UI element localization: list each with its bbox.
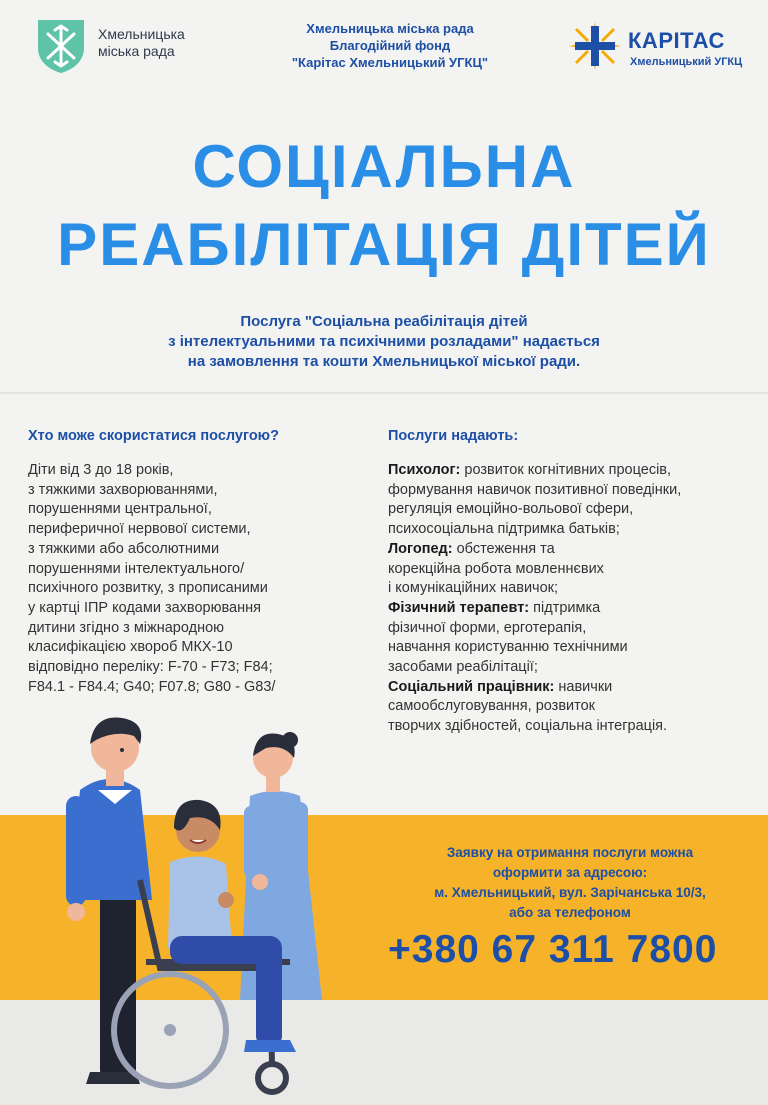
service-social-worker: Соціальний працівник: навички bbox=[388, 678, 613, 695]
city-emblem-icon bbox=[36, 18, 86, 74]
intro-text: Послуга "Соціальна реабілітація дітей з інтелектуальними та психічними розладами" надається на замовлення та кошти Хмельницької міської ради. bbox=[168, 313, 600, 370]
caritas-cross-icon bbox=[567, 20, 623, 72]
service-speech-therapist: Логопед: обстеження та bbox=[388, 540, 555, 557]
service-psychologist: Психолог: розвиток когнітивних процесів, bbox=[388, 462, 672, 478]
eligibility-text: Діти від 3 до 18 років, з тяжкими захворюваннями, порушеннями центральної, периферичної нервової системи, з тяжкими або абсолютними порушеннями інтелектуального/ психічного розвитку, з прописаними у картці ІПР кодами захворювання дитини згідно з міжнародною класифікацією хвороб МКХ-10 відповідно переліку: F-70 - F73; F84; F84.1 - F84.4; G40; F07.8; G80 - G83/ bbox=[28, 462, 276, 695]
phone-number[interactable]: +380 67 311 7800 bbox=[388, 928, 718, 971]
man-figure bbox=[66, 718, 152, 1084]
city-council-name: Хмельницька міська рада bbox=[98, 26, 185, 59]
eligibility-heading: Хто може скористатися послугою? bbox=[28, 428, 279, 444]
contact-text: Заявку на отримання послуги можна оформити за адресою: м. Хмельницький, вул. Зарічанська 10/3, або за телефоном bbox=[434, 845, 706, 920]
family-wheelchair-illustration bbox=[60, 700, 360, 1105]
organizers-text: Хмельницька міська рада Благодійний фонд "Карітас Хмельницький УГКЦ" bbox=[291, 21, 489, 70]
service-physical-therapist: Фізичний терапевт: підтримка bbox=[388, 599, 601, 616]
page-title: СОЦІАЛЬНА РЕАБІЛІТАЦІЯ ДІТЕЙ bbox=[57, 133, 711, 278]
caritas-name: КАРІТАС bbox=[628, 28, 725, 53]
caritas-subtitle: Хмельницький УГКЦ bbox=[630, 56, 743, 68]
services-heading: Послуги надають: bbox=[388, 428, 519, 444]
services-list: Психолог: розвиток когнітивних процесів, формування навичок позитивної поведінки, регуляція емоційно-вольової сфери, психосоціальна підтримка батьків; Логопед: обстеження та корекційна робота мовленнєвих і комунікаційних навичок; Фізичний терапевт: підтримка фізичної форми, ерготерапія, навчання користуванню технічними засобами реабілітації; Соціальний працівник: навички самообслуговування, розвиток творчих здібностей, соціальна інтеграція. bbox=[388, 462, 682, 735]
divider bbox=[0, 392, 768, 394]
